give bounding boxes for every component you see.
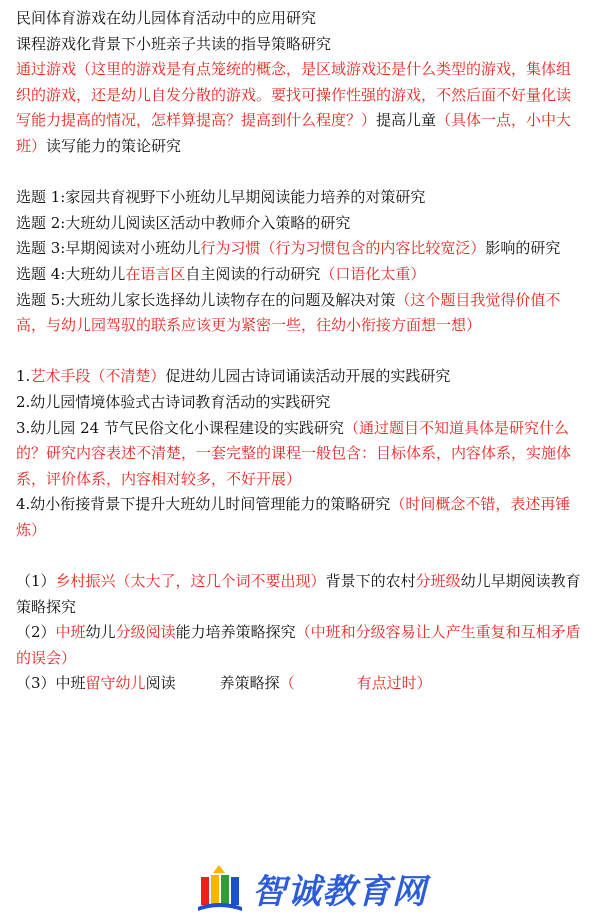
topic-text: 研究: [530, 239, 561, 258]
comment-text: 值不高，与幼儿园驾驭的联系应该更为紧密一些，往幼小衔接方面想一想）: [16, 290, 561, 335]
blank-line: [16, 160, 582, 186]
topic-3: [16, 236, 582, 262]
blank-line: [16, 543, 582, 569]
title-text: 提高儿童: [376, 111, 437, 130]
item-text: 幼儿: [85, 623, 116, 642]
item-number: （1）: [16, 572, 56, 591]
comment-text: 通过游戏（这里的游戏是有点笼统的概念，是区域游戏还是什么类型的游戏，集: [16, 60, 542, 79]
comment-text: （: [279, 674, 295, 693]
comment-text: 行为习惯（行为习惯包含的内容比较宽泛）: [200, 239, 486, 258]
topic-4: [16, 262, 582, 288]
item-text: 3.幼儿园 24 节气民俗文化小课程建设的实践研究: [16, 418, 344, 437]
comment-text: 乡村振兴（太大了，这几个词不要出现）: [55, 572, 326, 591]
comment-text: （口语化太重）: [320, 264, 426, 283]
item-text: 幼儿早期阅: [460, 572, 536, 591]
numbered-item-4: [16, 492, 582, 543]
item-text: （3）中班: [16, 674, 86, 693]
comment-text: 分班级: [415, 572, 461, 591]
comment-text: （中班和分级容易让人产生重复和互: [295, 623, 536, 642]
site-watermark: [192, 858, 432, 918]
numbered-item-1: [16, 364, 582, 390]
comment-text: （这个题目我觉得价: [395, 290, 531, 309]
blank-line: [16, 339, 582, 365]
numbered-item-3: [16, 416, 582, 493]
document-body: [16, 6, 582, 697]
topic-5: [16, 288, 582, 339]
comment-text: 在语言区: [125, 264, 186, 283]
item-text: 读教育策略探究: [16, 572, 581, 616]
paren-item-2: [16, 620, 582, 671]
item-text: 促进幼儿园古诗词诵读活动开展的实践研究: [165, 367, 451, 386]
book-logo-icon: [192, 861, 246, 915]
item-text: 能力培养策略探究: [175, 623, 296, 642]
title-line-1: 民间体育游戏在幼儿园体育活动中的应用研究: [16, 9, 317, 27]
comment-text: 中班: [55, 623, 86, 642]
watermark-text: 智诚教育网: [252, 871, 427, 912]
comment-text: 实施体系，评价体系，内容相对较多，不好开展）: [16, 444, 572, 488]
title-line-2: 课程游戏化背景下小班亲子共读的指导策略研究: [16, 34, 332, 53]
item-text: 背景下的农村: [325, 572, 416, 591]
paren-item-1: [16, 569, 582, 620]
item-text: 4.幼小衔接背景下提升大班幼儿时间管理能力的策略研究: [16, 495, 391, 514]
comment-text: 有点过时）: [356, 674, 432, 693]
comment-text: 留守幼儿: [85, 674, 146, 693]
item-text: 养策略探: [219, 674, 280, 693]
comment-text: 好量化读写能力提高的情况，怎样算提高？提高到什么程度？）: [16, 85, 572, 130]
topic-text: 自主阅读的行动研究: [185, 264, 321, 283]
topic-text: 选题 4:大班幼儿: [16, 264, 126, 283]
comment-text: 分级阅读: [115, 623, 176, 642]
comment-text: （具体: [436, 111, 482, 130]
topic-text: 影响的: [485, 239, 531, 258]
title-text: 读写能力的策论研究: [46, 136, 182, 155]
comment-text: 什么的？研究内容表述不清楚，一套完整的课程一般包含：目标体系，内容体系，: [16, 418, 569, 463]
topic-1: 选题 1:家园共育视野下小班幼儿早期阅读能力培养的对策研究: [16, 188, 426, 207]
comment-text: （时间概念不错，表述: [390, 495, 541, 514]
paren-item-3: [16, 671, 582, 697]
comment-text: 艺术手段（不清楚）: [30, 367, 166, 386]
comment-text: 一点，小中大班）: [16, 111, 572, 155]
item-text: 阅读: [145, 674, 176, 693]
comment-text: （通过题目不知道具体是研究: [343, 418, 539, 437]
numbered-item-2: 2.幼儿园情境体验式古诗词教育活动的实践研究: [16, 392, 331, 411]
topic-text: 选题 3:早期阅读对小班幼儿: [16, 239, 201, 258]
topic-text: 选题 5:大班幼儿家长选择幼儿读物存在的问题及解决对策: [16, 290, 396, 309]
comment-text: 再锤炼）: [16, 495, 571, 539]
comment-text: 体组织的游戏，还是幼儿自发分散的游戏。要找可操作性强的游戏，不然后面不: [16, 60, 572, 104]
item-number: （2）: [16, 623, 56, 642]
comment-paragraph: [16, 57, 582, 159]
topic-2: 选题 2:大班幼儿阅读区活动中教师介入策略的研究: [16, 213, 351, 232]
item-number: 1.: [16, 367, 31, 386]
comment-text: 相矛盾的误会）: [16, 623, 581, 667]
